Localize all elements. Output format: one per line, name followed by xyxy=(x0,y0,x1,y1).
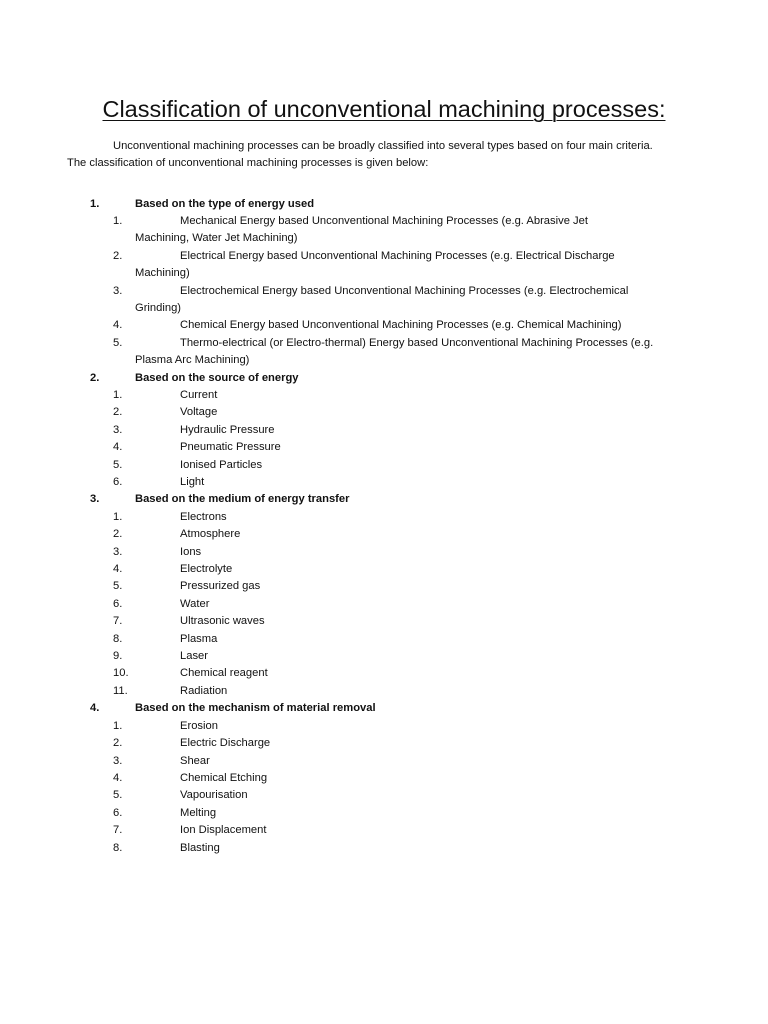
item-number: 2. xyxy=(113,528,123,541)
item-number: 6. xyxy=(113,806,123,819)
item-text-continued: Machining, Water Jet Machining) xyxy=(135,232,298,245)
list-item xyxy=(90,578,690,595)
item-number: 11. xyxy=(113,684,128,697)
item-text-continued: Plasma Arc Machining) xyxy=(135,354,250,367)
item-text: Atmosphere xyxy=(180,528,241,541)
item-number: 1. xyxy=(113,510,123,523)
item-text: Chemical Etching xyxy=(180,771,268,784)
item-text: Ions xyxy=(180,545,202,558)
list-item xyxy=(90,822,690,839)
item-number: 1. xyxy=(113,214,123,227)
list-item xyxy=(90,840,690,857)
list-item xyxy=(90,248,690,283)
item-number: 3. xyxy=(113,423,123,436)
item-number: 5. xyxy=(113,789,123,802)
item-number: 5. xyxy=(113,458,123,471)
item-number: 10. xyxy=(113,667,129,680)
item-number: 6. xyxy=(113,476,123,488)
section-title: Based on the source of energy xyxy=(135,371,299,384)
item-number: 2. xyxy=(113,737,123,750)
list-item xyxy=(90,422,690,439)
list-item xyxy=(90,457,690,474)
list-item xyxy=(90,561,690,578)
item-text: Pressurized gas xyxy=(180,580,261,593)
list-item xyxy=(90,387,690,404)
list-item xyxy=(90,735,690,752)
item-text: Plasma xyxy=(180,632,218,645)
item-text: Chemical Energy based Unconventional Machining Processes (e.g. Chemical Machining) xyxy=(180,319,622,332)
list-item xyxy=(90,718,690,735)
item-number: 4. xyxy=(113,771,123,784)
item-number: 3. xyxy=(113,545,123,558)
item-text: Electrolyte xyxy=(180,563,233,576)
list-item xyxy=(90,526,690,543)
list-item xyxy=(90,787,690,804)
item-text-continued: Grinding) xyxy=(135,301,182,314)
item-number: 8. xyxy=(113,632,123,645)
section-heading xyxy=(90,491,690,508)
item-text: Water xyxy=(180,597,210,610)
list-item xyxy=(90,474,690,491)
item-text: Thermo-electrical (or Electro-thermal) Energy based Unconventional Machining Processes (e.g. xyxy=(180,336,654,349)
item-number: 2. xyxy=(113,249,123,262)
item-text: Erosion xyxy=(180,719,218,732)
item-text: Melting xyxy=(180,806,217,819)
intro-paragraph xyxy=(67,138,680,172)
item-text: Electrical Energy based Unconventional Machining Processes (e.g. Electrical Discharge xyxy=(180,249,615,262)
item-number: 2. xyxy=(113,406,123,419)
page-title: Classification of unconventional machining processes: xyxy=(102,96,666,122)
section-number: 3. xyxy=(90,493,100,506)
item-text: Chemical reagent xyxy=(180,667,268,680)
item-text: Ion Displacement xyxy=(180,824,267,837)
section-energy-medium xyxy=(90,491,690,700)
item-text-continued: Machining) xyxy=(135,267,190,280)
intro-line-1: Unconventional machining processes can be broadly classified into several types based on four main criteria. xyxy=(113,140,653,152)
item-text: Mechanical Energy based Unconventional Machining Processes (e.g. Abrasive Jet xyxy=(180,214,588,227)
section-title: Based on the type of energy used xyxy=(135,197,315,210)
item-number: 7. xyxy=(113,824,123,837)
list-item xyxy=(90,805,690,822)
item-number: 3. xyxy=(113,284,123,297)
item-number: 1. xyxy=(113,388,123,401)
list-item xyxy=(90,631,690,648)
list-item xyxy=(90,317,690,334)
item-text: Current xyxy=(180,388,218,401)
item-text: Pneumatic Pressure xyxy=(180,441,281,454)
list-item xyxy=(90,544,690,561)
item-number: 7. xyxy=(113,615,123,628)
item-number: 6. xyxy=(113,597,123,610)
section-number: 4. xyxy=(90,702,100,715)
section-removal-mechanism xyxy=(90,700,690,857)
item-number: 4. xyxy=(113,563,123,576)
item-number: 4. xyxy=(113,441,123,454)
item-text: Hydraulic Pressure xyxy=(180,423,275,436)
item-text: Voltage xyxy=(180,406,218,419)
item-text: Electric Discharge xyxy=(180,737,271,750)
list-item xyxy=(90,509,690,526)
item-text: Blasting xyxy=(180,841,220,854)
classification-list xyxy=(90,196,690,857)
list-item xyxy=(90,596,690,613)
list-item xyxy=(90,335,690,370)
section-energy-type xyxy=(90,196,690,370)
list-item xyxy=(90,770,690,787)
item-text: Light xyxy=(180,476,205,488)
list-item xyxy=(90,283,690,318)
item-text: Electrochemical Energy based Unconventional Machining Processes (e.g. Electrochemical xyxy=(180,284,629,297)
item-number: 3. xyxy=(113,754,123,767)
item-text: Electrons xyxy=(180,510,227,523)
item-text: Radiation xyxy=(180,684,228,697)
item-text: Laser xyxy=(180,650,208,663)
item-number: 8. xyxy=(113,841,123,854)
item-number: 1. xyxy=(113,719,123,732)
list-item xyxy=(90,439,690,456)
section-heading xyxy=(90,700,690,717)
section-title: Based on the mechanism of material removal xyxy=(135,702,376,715)
item-number: 9. xyxy=(113,650,123,663)
item-text: Vapourisation xyxy=(180,789,248,802)
list-item xyxy=(90,213,690,248)
section-heading xyxy=(90,196,690,213)
section-number: 1. xyxy=(90,197,100,210)
list-item xyxy=(90,683,690,700)
list-item xyxy=(90,404,690,421)
section-number: 2. xyxy=(90,371,100,384)
section-energy-source xyxy=(90,370,690,492)
item-text: Ultrasonic waves xyxy=(180,615,265,628)
list-item xyxy=(90,613,690,630)
list-item xyxy=(90,648,690,665)
item-text: Ionised Particles xyxy=(180,458,263,471)
list-item xyxy=(90,753,690,770)
section-title: Based on the medium of energy transfer xyxy=(135,493,350,506)
section-heading xyxy=(90,370,690,387)
item-number: 5. xyxy=(113,580,123,593)
intro-line-2: The classification of unconventional machining processes is given below: xyxy=(67,157,429,169)
list-item xyxy=(90,665,690,682)
item-number: 5. xyxy=(113,336,123,349)
item-text: Shear xyxy=(180,754,210,767)
item-number: 4. xyxy=(113,319,123,332)
